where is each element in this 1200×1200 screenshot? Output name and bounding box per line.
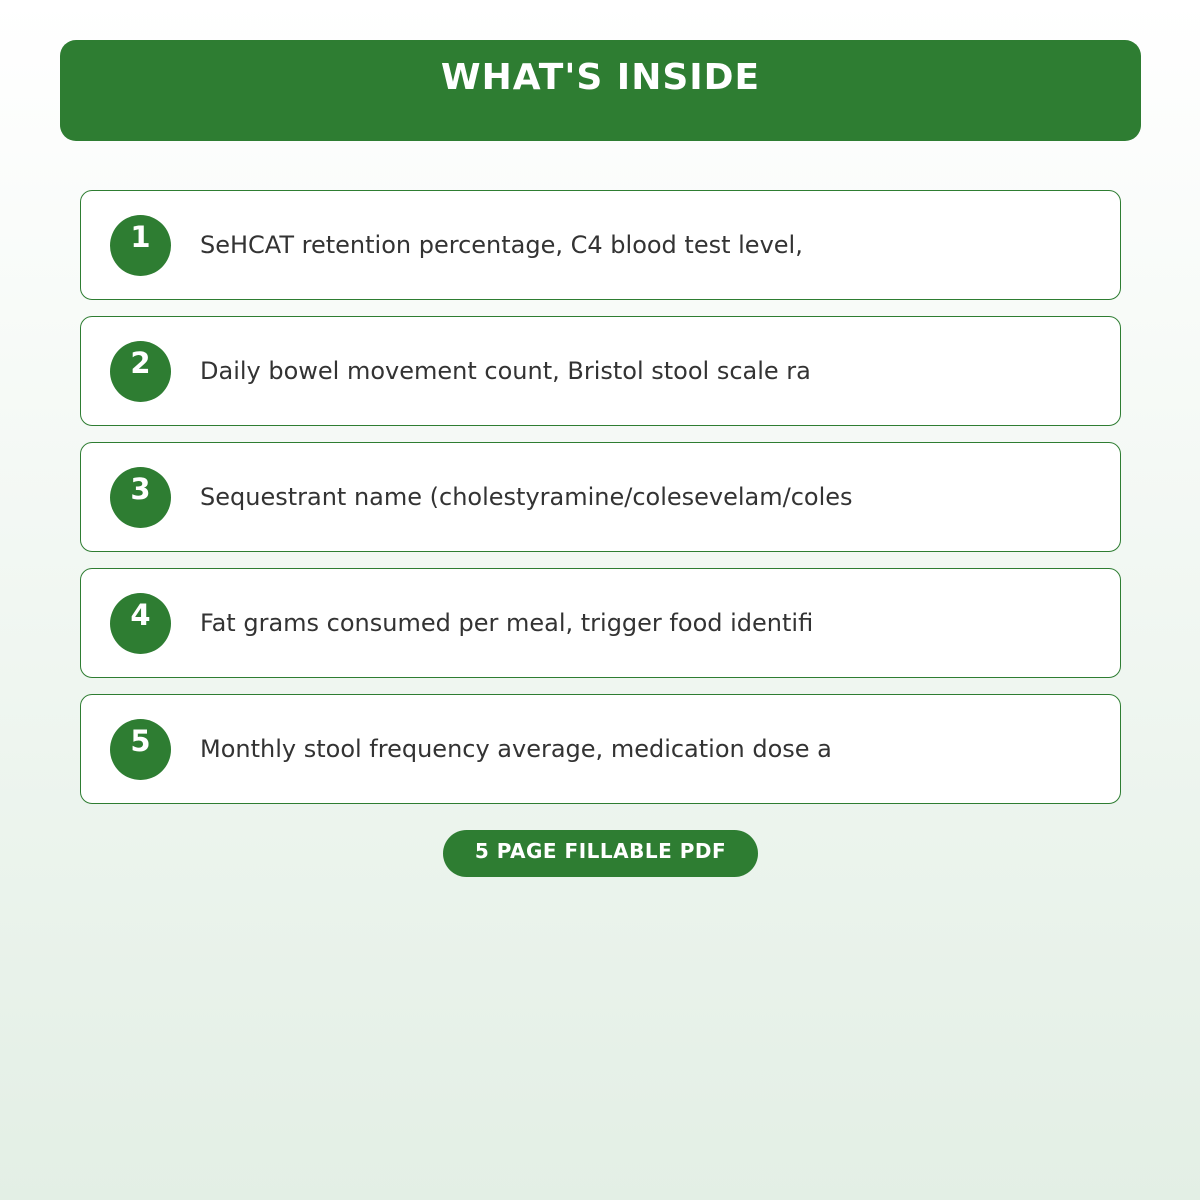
item-text: Daily bowel movement count, Bristol stool scale ra xyxy=(200,357,811,385)
list-item xyxy=(80,694,1121,804)
number-badge xyxy=(110,341,171,402)
format-badge xyxy=(443,830,758,877)
list-item xyxy=(80,190,1121,300)
item-number: 4 xyxy=(130,598,151,632)
item-number: 2 xyxy=(130,346,151,380)
format-badge-label: 5 PAGE FILLABLE PDF xyxy=(474,839,727,863)
number-badge xyxy=(110,593,171,654)
item-text: Fat grams consumed per meal, trigger food identifi xyxy=(200,609,814,637)
number-badge xyxy=(110,215,171,276)
item-number: 3 xyxy=(130,472,151,506)
item-text: SeHCAT retention percentage, C4 blood test level, xyxy=(200,231,803,259)
number-badge xyxy=(110,719,171,780)
list-item xyxy=(80,316,1121,426)
list-item xyxy=(80,568,1121,678)
item-text: Monthly stool frequency average, medication dose a xyxy=(200,735,832,763)
header-banner xyxy=(60,40,1141,141)
contents-list xyxy=(80,190,1121,820)
list-item xyxy=(80,442,1121,552)
number-badge xyxy=(110,467,171,528)
item-number: 1 xyxy=(130,220,151,254)
page-title: WHAT'S INSIDE xyxy=(440,57,761,98)
item-number: 5 xyxy=(130,724,151,758)
item-text: Sequestrant name (cholestyramine/colesevelam/coles xyxy=(200,483,853,511)
